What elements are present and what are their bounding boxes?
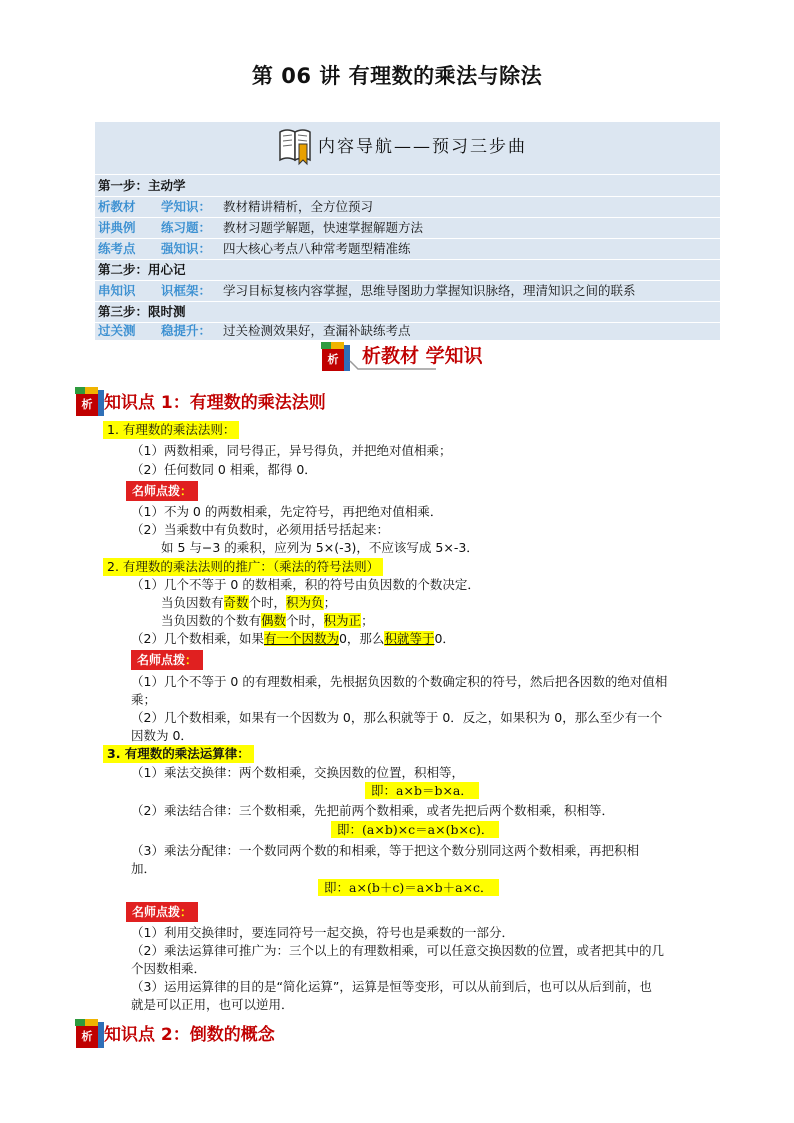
law-associative: （2）乘法结合律：三个数相乘，先把前两个数相乘，或者先把后两个数相乘，积相等．	[131, 803, 614, 818]
nav-row-framework: 串知识 识框架： 学习目标复核内容掌握，思维导图助力掌握知识脉络，理清知识之间的联系	[98, 283, 636, 298]
teacher-tip-badge: 名师点拨：	[126, 481, 198, 501]
law-distributive-b: 加．	[131, 861, 157, 876]
tip-line-3: 如 5 与−3 的乘积，应列为 5×(-3)，不应该写成 5×-3．	[161, 540, 479, 555]
generalization-2: （2）几个数相乘，如果有一个因数为0，那么积就等于0．	[131, 631, 455, 646]
knowledge-point-title: 知识点 1：有理数的乘法法则	[104, 393, 326, 413]
content-navigation-box	[95, 122, 720, 340]
tip2-line-1a: （1）几个不等于 0 的有理数相乘，先根据负因数的个数确定积的符号，然后把各因数的绝对值相	[131, 674, 668, 689]
generalization-1: （1）几个不等于 0 的数相乘，积的符号由负因数的个数决定．	[131, 577, 480, 592]
rule-heading-1: 1. 有理数的乘法法则：	[103, 421, 239, 439]
teacher-tip-badge: 名师点拨：	[131, 650, 203, 670]
tip3-line-3b: 就是可以正用，也可以逆用．	[131, 997, 294, 1012]
nav-row-test: 过关测 稳提升： 过关检测效果好，查漏补缺练考点	[98, 323, 411, 338]
nav-row-step3: 第三步：限时测	[98, 304, 186, 319]
formula-distributive: 即：a×(b＋c)＝a×b＋a×c．	[318, 879, 499, 896]
tip3-line-1: （1）利用交换律时，要连同符号一起交换，符号也是乘数的一部分．	[131, 925, 514, 940]
page-title: 第 06 讲 有理数的乘法与除法	[251, 64, 543, 88]
nav-row-textbook: 析教材 学知识： 教材精讲精析，全方位预习	[98, 199, 374, 214]
generalization-even: 当负因数的个数有偶数个时，积为正；	[161, 613, 374, 628]
tip2-line-2a: （2）几个数相乘，如果有一个因数为 0，那么积就等于 0．反之，如果积为 0，那么至少有一个	[131, 710, 663, 725]
tip2-line-2b: 因数为 0．	[131, 728, 193, 743]
nav-row-examples: 讲典例 练习题： 教材习题学解题，快速掌握解题方法	[98, 220, 424, 235]
teacher-tip-badge: 名师点拨：	[126, 902, 198, 922]
nav-header	[95, 122, 720, 174]
cube-icon: 析	[322, 349, 344, 371]
formula-associative: 即：(a×b)×c＝a×(b×c)．	[331, 821, 499, 838]
nav-row-practice: 练考点 强知识： 四大核心考点八种常考题型精准练	[98, 241, 411, 256]
tip3-line-3a: （3）运用运算律的目的是“简化运算”，运算是恒等变形，可以从前到后，也可以从后到前，也	[131, 979, 652, 994]
rule-2: （2）任何数同 0 相乘，都得 0．	[131, 462, 317, 477]
section-banner-title: 析教材 学知识	[362, 345, 483, 367]
tip3-line-2b: 个因数相乘．	[131, 961, 207, 976]
tip2-line-1b: 乘；	[131, 692, 157, 707]
rule-heading-3: 3. 有理数的乘法运算律：	[103, 745, 254, 763]
generalization-odd: 当负因数有奇数个时，积为负；	[161, 595, 337, 610]
tip-line-1: （1）不为 0 的两数相乘，先定符号，再把绝对值相乘．	[131, 504, 443, 519]
nav-row-step2: 第二步：用心记	[98, 262, 186, 277]
knowledge-point-title: 知识点 2：倒数的概念	[104, 1025, 275, 1045]
formula-commutative: 即：a×b＝b×a．	[365, 782, 479, 799]
tip3-line-2a: （2）乘法运算律可推广为：三个以上的有理数相乘，可以任意交换因数的位置，或者把其中的几	[131, 943, 664, 958]
cube-icon: 析	[76, 394, 98, 416]
rule-1: （1）两数相乘，同号得正，异号得负，并把绝对值相乘；	[131, 443, 452, 458]
rule-heading-2: 2. 有理数的乘法法则的推广：（乘法的符号法则）	[103, 558, 383, 576]
law-commutative: （1）乘法交换律：两个数相乘，交换因数的位置，积相等，	[131, 765, 464, 780]
law-distributive-a: （3）乘法分配律：一个数同两个数的和相乘，等于把这个数分别同这两个数相乘，再把积相	[131, 843, 639, 858]
nav-row-step1: 第一步：主动学	[98, 178, 186, 193]
cube-icon: 析	[76, 1026, 98, 1048]
nav-title: 内容导航——预习三步曲	[318, 137, 527, 157]
book-icon	[277, 126, 315, 166]
tip-line-2: （2）当乘数中有负数时，必须用括号括起来：	[131, 522, 389, 537]
